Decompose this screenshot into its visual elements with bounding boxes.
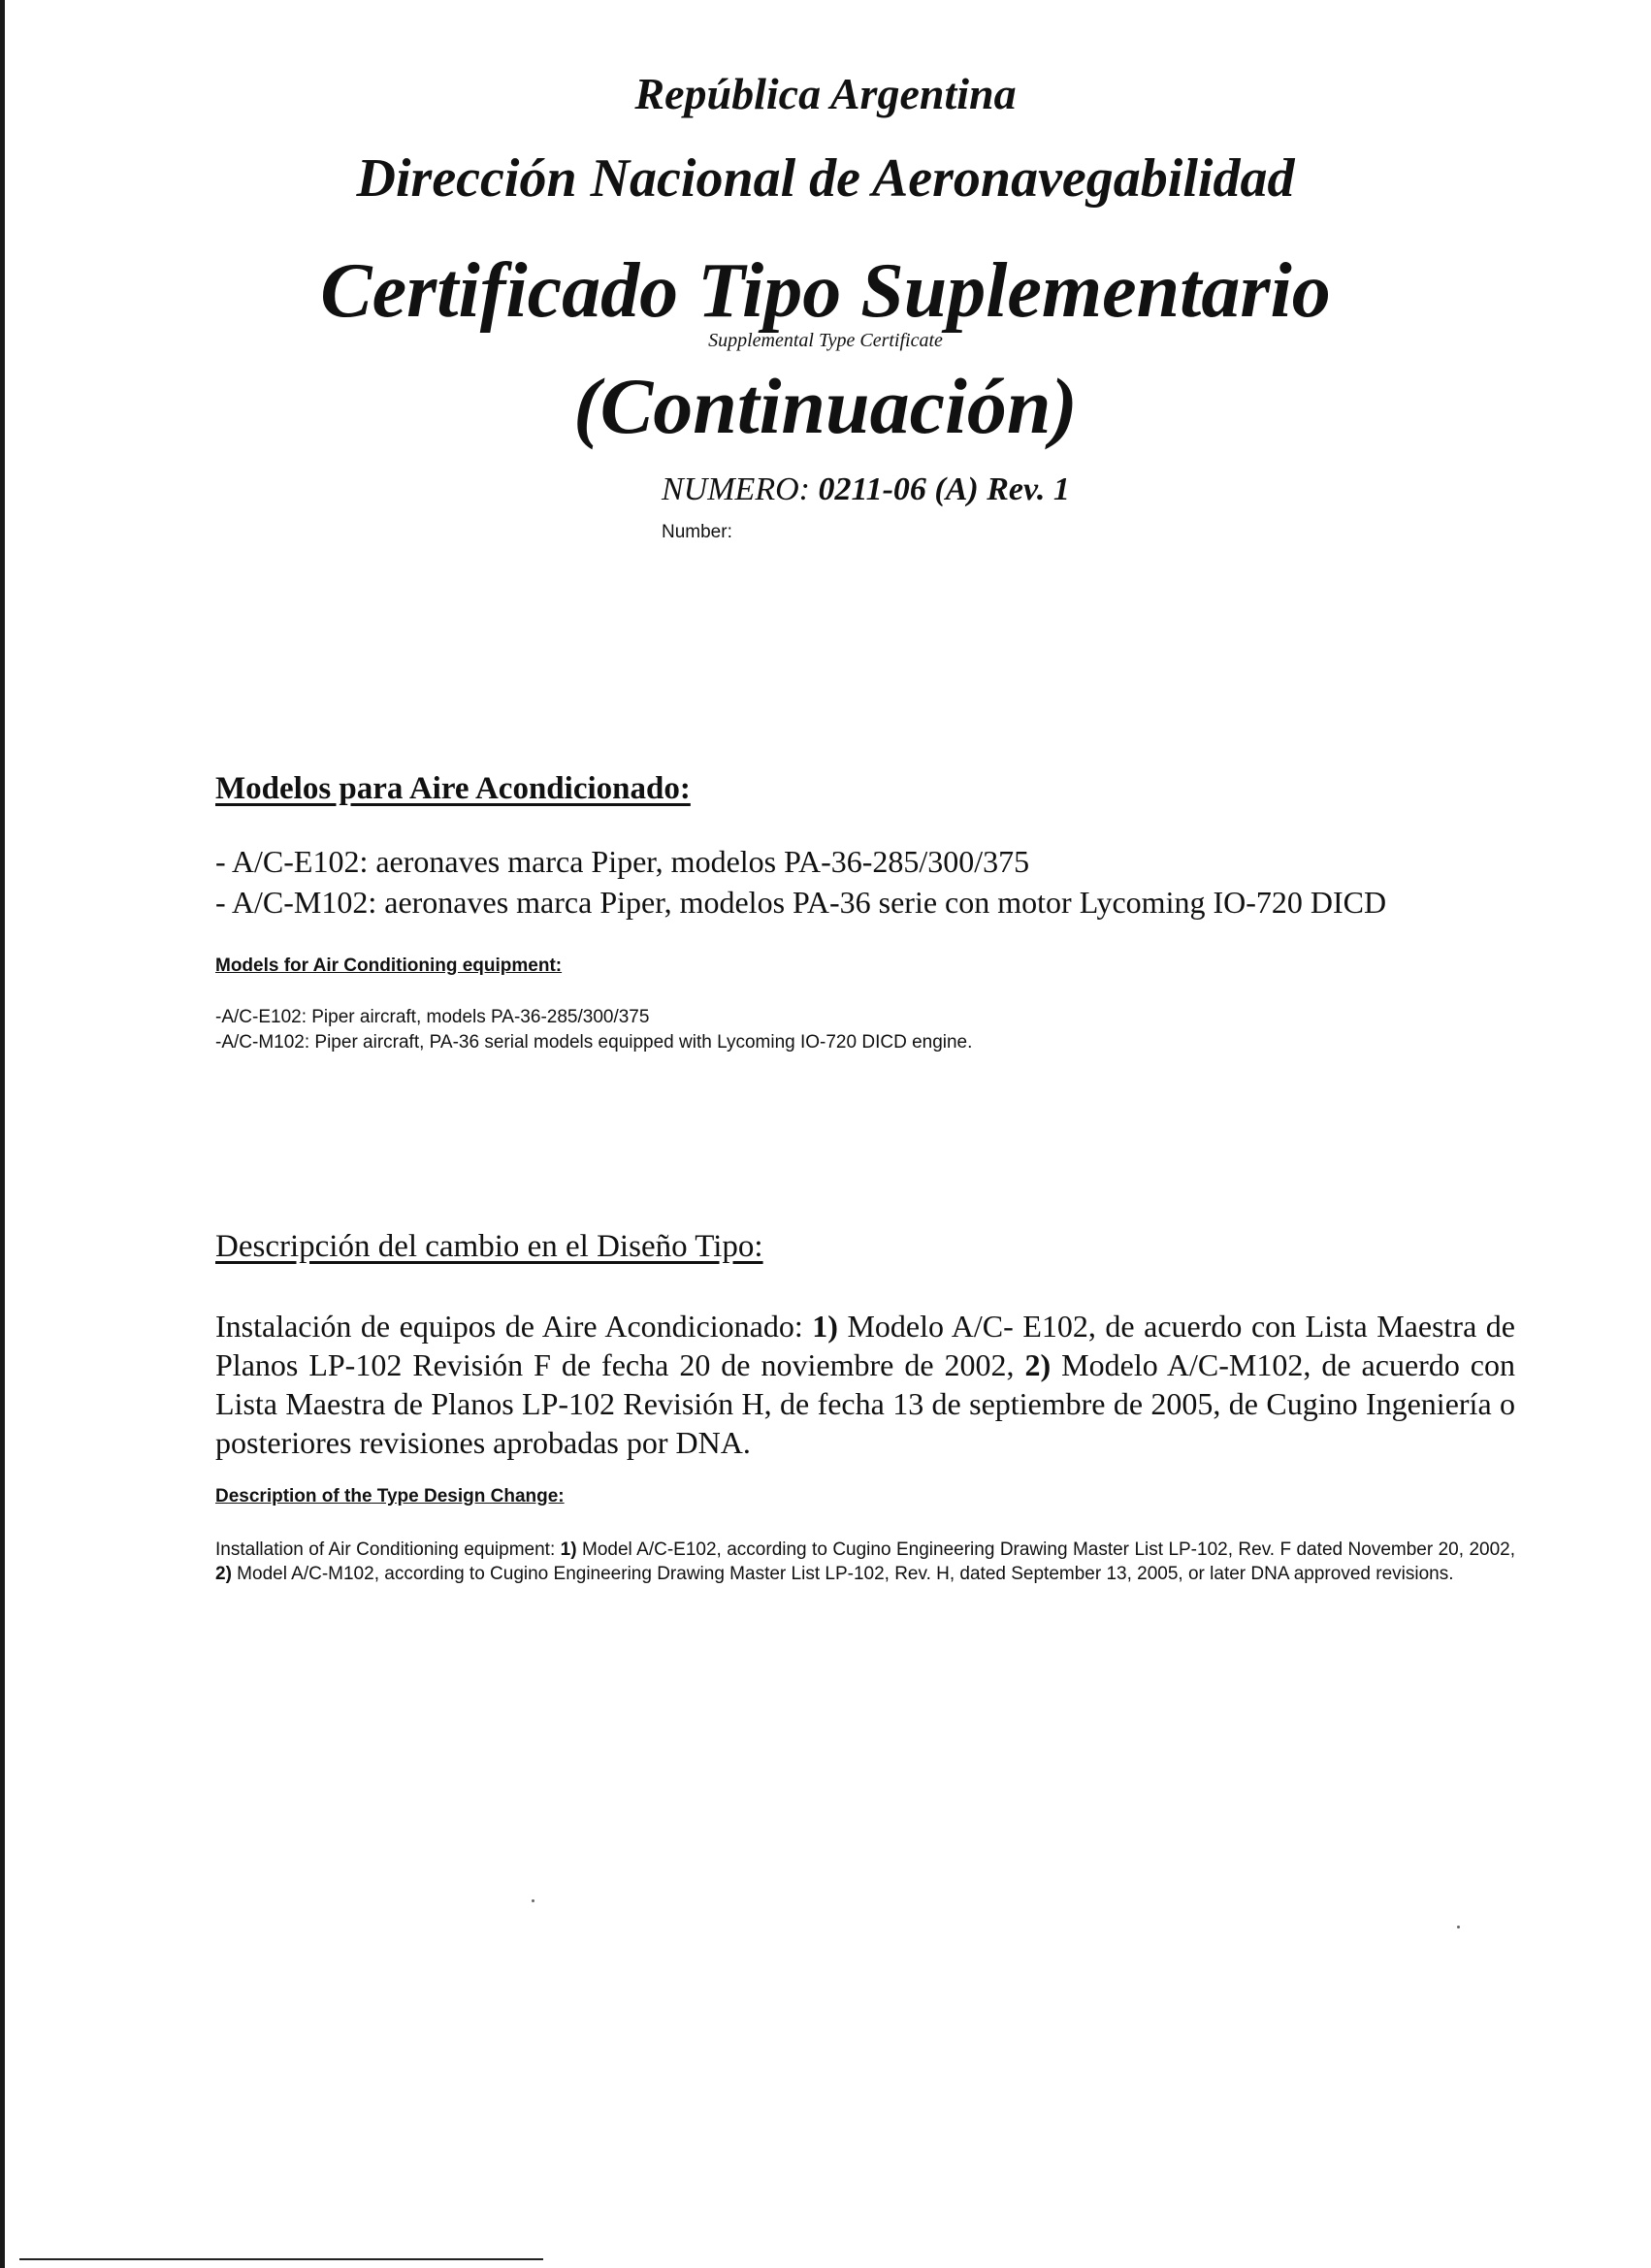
- scan-speck: [532, 1899, 534, 1902]
- scan-speck: [1457, 1926, 1460, 1928]
- document-title: Certificado Tipo Suplementario: [320, 248, 1331, 334]
- change-paragraph-es: Instalación de equipos de Aire Acondicionado: 1) Modelo A/C- E102, de acuerdo con Lista Maestra de Planos LP-102 Revisión F de fecha 20 de noviembre de 2002, 2) Modelo A/C-M102, de acuerdo con Lista Maestra de Planos LP-102 Revisión H, de fecha 13 de septiembre de 2005, de Cugino Ingeniería o posteriores revisiones aprobadas por DNA.: [215, 1309, 1516, 1460]
- models-item-en-2: -A/C-M102: Piper aircraft, PA-36 serial models equipped with Lycoming IO-720 DICD engine.: [215, 1032, 973, 1053]
- document-title-english: Supplemental Type Certificate: [708, 330, 943, 351]
- number-label-english: Number:: [662, 522, 732, 542]
- models-item-es-1: - A/C-E102: aeronaves marca Piper, modelos PA-36-285/300/375: [215, 844, 1030, 879]
- change-title-es: Descripción del cambio en el Diseño Tipo:: [215, 1229, 763, 1264]
- number-value: 0211-06 (A) Rev. 1: [818, 471, 1070, 507]
- number-label: NUMERO:: [662, 471, 810, 507]
- agency-heading: Dirección Nacional de Aeronavegabilidad: [356, 148, 1295, 209]
- models-item-es-2: - A/C-M102: aeronaves marca Piper, modelos PA-36 serie con motor Lycoming IO-720 DICD: [215, 885, 1387, 920]
- models-title-es: Modelos para Aire Acondicionado:: [215, 771, 691, 806]
- country-heading: República Argentina: [634, 69, 1017, 118]
- change-paragraph-en: Installation of Air Conditioning equipment: 1) Model A/C-E102, according to Cugino Engineering Drawing Master List LP-102, Rev. F dated November 20, 2002, 2) Model A/C-M102, according to Cugino Engineering Drawing Master List LP-102, Rev. H, dated September 13, 2005, or later DNA approved revisions.: [215, 1539, 1516, 1584]
- certificate-number: [662, 471, 1070, 508]
- models-title-en: Models for Air Conditioning equipment:: [215, 956, 563, 976]
- continuation-heading: (Continuación): [573, 362, 1078, 450]
- footer-rule: [19, 2258, 543, 2260]
- change-title-en: Description of the Type Design Change:: [215, 1486, 565, 1507]
- models-item-en-1: -A/C-E102: Piper aircraft, models PA-36-285/300/375: [215, 1007, 650, 1027]
